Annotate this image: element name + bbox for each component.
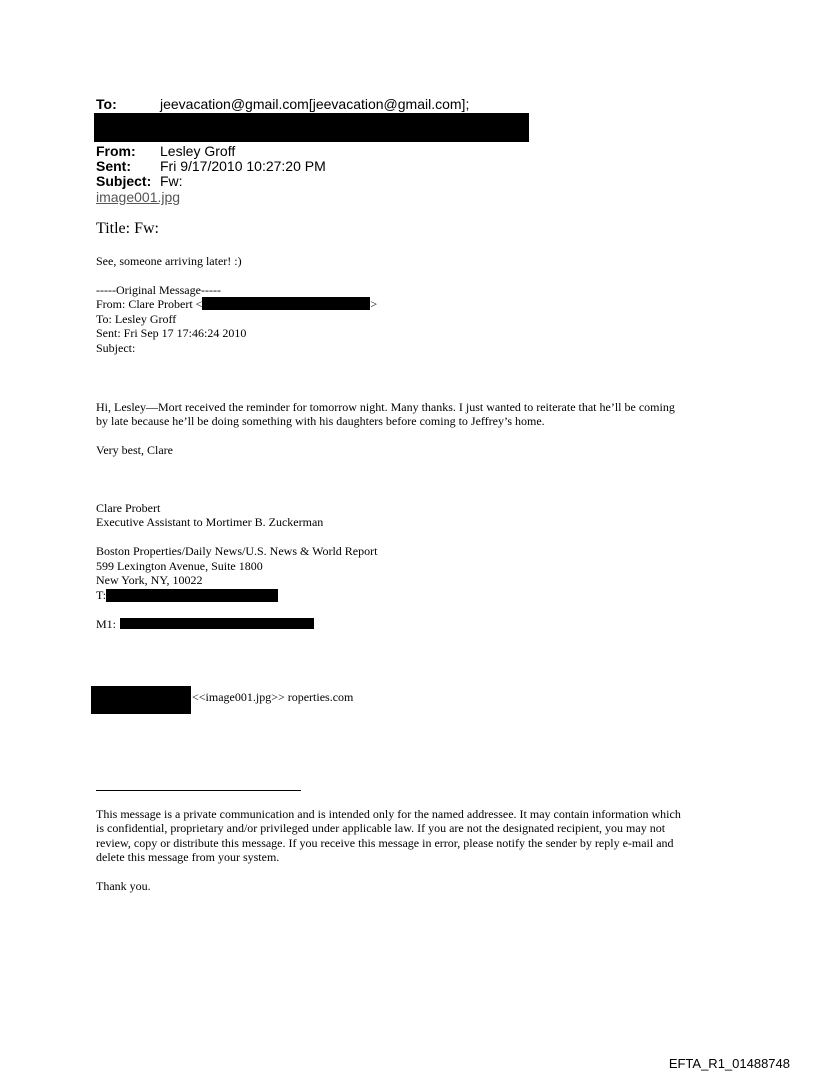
subject-value: Fw: bbox=[160, 173, 183, 189]
to-value: jeevacation@gmail.com[jeevacation@gmail.com]; bbox=[160, 96, 470, 112]
disclaimer-line-1: This message is a private communication and is intended only for the named addressee. It may contain information which bbox=[96, 807, 681, 821]
disclaimer-thanks: Thank you. bbox=[96, 879, 151, 893]
intro-text: See, someone arriving later! :) bbox=[96, 254, 242, 268]
disclaimer-divider bbox=[96, 790, 301, 791]
disclaimer-line-3: review, copy or distribute this message. If you receive this message in error, please notify the sender by reply e-mail and bbox=[96, 836, 674, 850]
from-label: From: bbox=[96, 143, 136, 159]
original-from bbox=[96, 297, 377, 312]
to-row bbox=[96, 96, 117, 112]
sent-value: Fri 9/17/2010 10:27:20 PM bbox=[160, 158, 326, 174]
signature-company: Boston Properties/Daily News/U.S. News & World Report bbox=[96, 544, 378, 558]
to-label: To: bbox=[96, 96, 117, 112]
attachment-link[interactable]: image001.jpg bbox=[96, 189, 181, 205]
signature-address-1: 599 Lexington Avenue, Suite 1800 bbox=[96, 559, 263, 573]
redaction-bar bbox=[91, 686, 191, 714]
signature-image-line: <<image001.jpg>> roperties.com bbox=[192, 690, 354, 704]
redaction-bar bbox=[106, 589, 278, 602]
disclaimer-line-2: is confidential, proprietary and/or privileged under applicable law. If you are not the designated recipient, you may not bbox=[96, 821, 666, 835]
document-id: EFTA_R1_01488748 bbox=[668, 1056, 790, 1071]
original-from-prefix: From: Clare Probert < bbox=[96, 297, 203, 311]
original-from-suffix: > bbox=[370, 297, 378, 311]
closing: Very best, Clare bbox=[96, 443, 173, 457]
signature-name: Clare Probert bbox=[96, 501, 161, 515]
from-value: Lesley Groff bbox=[160, 143, 236, 159]
redaction-bar bbox=[94, 113, 529, 142]
subject-label: Subject: bbox=[96, 173, 152, 189]
document-title: Title: Fw: bbox=[96, 220, 159, 237]
redaction-bar bbox=[120, 618, 314, 629]
signature-address-2: New York, NY, 10022 bbox=[96, 573, 203, 587]
original-to: To: Lesley Groff bbox=[96, 312, 177, 326]
original-sent: Sent: Fri Sep 17 17:46:24 2010 bbox=[96, 326, 247, 340]
body-line-1: Hi, Lesley—Mort received the reminder for tomorrow night. Many thanks. I just wanted to reiterate that he’ll be coming bbox=[96, 400, 675, 414]
signature-mobile-label: M1: bbox=[96, 617, 117, 631]
redaction-bar bbox=[202, 297, 370, 310]
disclaimer-line-4: delete this message from your system. bbox=[96, 850, 280, 864]
original-subject: Subject: bbox=[96, 341, 136, 355]
signature-role: Executive Assistant to Mortimer B. Zuckerman bbox=[96, 515, 324, 529]
body-line-2: by late because he’ll be doing something with his daughters before coming to Jeffrey’s home. bbox=[96, 414, 545, 428]
signature-phone-label: T: bbox=[96, 588, 107, 602]
original-divider: -----Original Message----- bbox=[96, 283, 221, 297]
sent-label: Sent: bbox=[96, 158, 131, 174]
